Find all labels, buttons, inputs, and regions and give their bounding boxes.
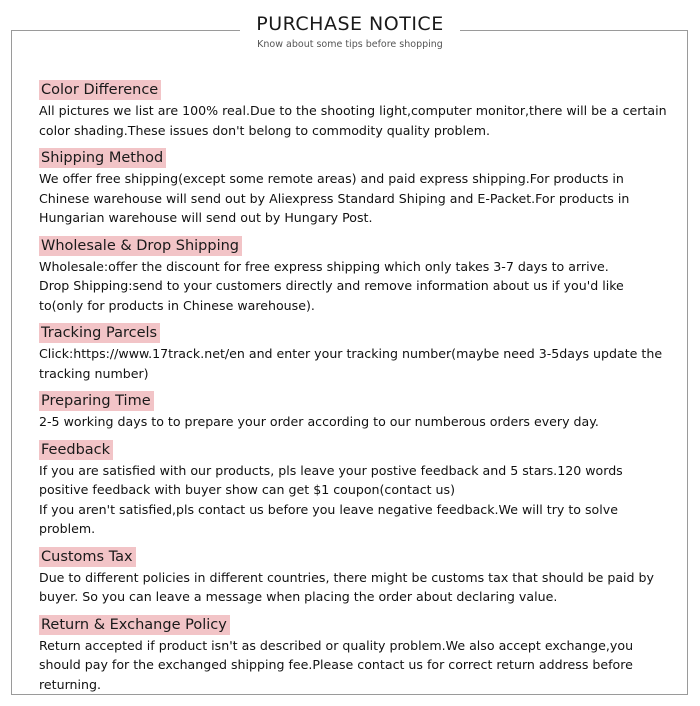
- section-text: If you aren't satisfied,pls contact us before you leave negative feedback.We will try to solve problem.: [39, 501, 618, 536]
- section-text: Drop Shipping:send to your customers directly and remove information about us if you'd like to(only for products in Chinese warehouse).: [39, 278, 624, 313]
- section-tracking-parcels: [39, 322, 669, 383]
- section-shipping-method: [39, 147, 669, 228]
- page-title: PURCHASE NOTICE: [256, 13, 444, 35]
- section-text: Click:https://www.17track.net/en and enter your tracking number(maybe need 3-5days update the tracking number): [39, 346, 663, 381]
- section-heading: Wholesale & Drop Shipping: [39, 236, 242, 256]
- section-heading: Customs Tax: [39, 547, 136, 567]
- notice-content: [39, 79, 669, 701]
- section-feedback: [39, 439, 669, 539]
- section-text: All pictures we list are 100% real.Due to the shooting light,computer monitor,there will be a certain color shading.These issues don't belong to commodity quality problem.: [39, 103, 667, 138]
- section-text: Due to different policies in different countries, there might be customs tax that should be paid by buyer. So you can leave a message when placing the order about declaring value.: [39, 569, 655, 604]
- section-text: Wholesale:offer the discount for free express shipping which only takes 3-7 days to arrive.: [39, 258, 609, 274]
- section-heading: Return & Exchange Policy: [39, 615, 230, 635]
- section-wholesale-drop-shipping: [39, 235, 669, 316]
- section-heading: Preparing Time: [39, 391, 154, 411]
- section-text: Return accepted if product isn't as described or quality problem.We also accept exchange,you should pay for the exchanged shipping fee.Please contact us for correct return address before returning.: [39, 637, 634, 692]
- section-heading: Tracking Parcels: [39, 323, 160, 343]
- section-heading: Shipping Method: [39, 148, 166, 168]
- section-heading: Feedback: [39, 440, 113, 460]
- section-customs-tax: [39, 546, 669, 607]
- section-preparing-time: [39, 390, 669, 432]
- section-text: We offer free shipping(except some remote areas) and paid express shipping.For products in Chinese warehouse will send out by Aliexpress Standard Shiping and E-Packet.For products in Hungarian warehouse will send out by Hungary Post.: [39, 171, 630, 225]
- section-heading: Color Difference: [39, 80, 161, 100]
- section-text: If you are satisfied with our products, pls leave your postive feedback and 5 stars.120 words positive feedback with buyer show can get $1 coupon(contact us): [39, 462, 623, 497]
- page-subtitle: Know about some tips before shopping: [257, 39, 443, 50]
- section-color-difference: [39, 79, 669, 140]
- section-return-exchange-policy: [39, 614, 669, 695]
- notice-header: [240, 10, 460, 51]
- section-text: 2-5 working days to to prepare your order according to our numberous orders every day.: [39, 414, 599, 429]
